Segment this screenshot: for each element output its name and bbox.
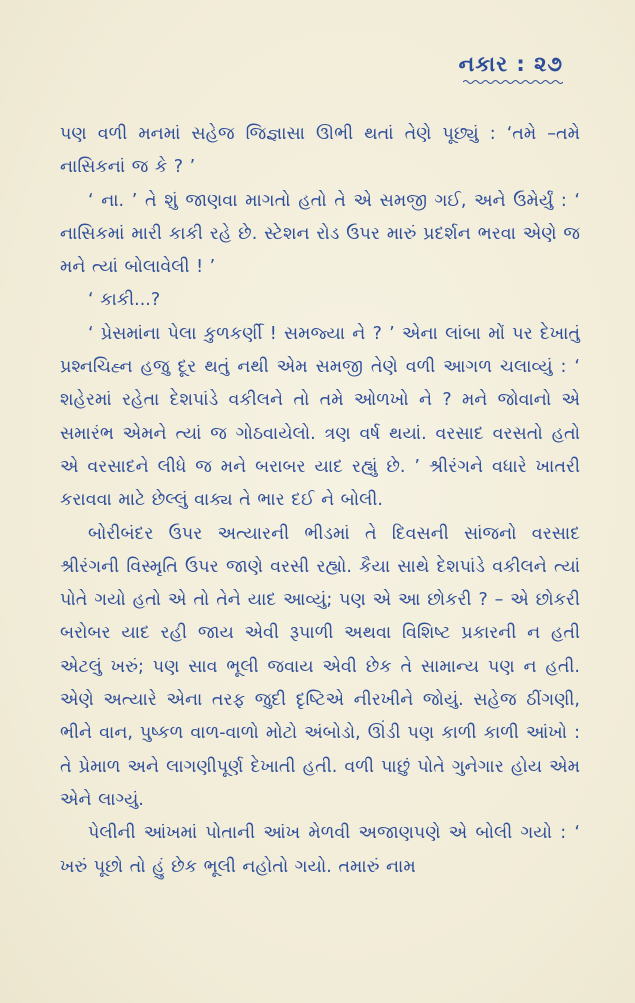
paragraph: પેલીની આંખમાં પોતાની આંખ મેળવી અજાણપણે એ બોલી ગયો : ‘ ખરું પૂછો તો હું છેક ભૂલી નહોતો ગયો. તમારું નામ: [60, 823, 580, 877]
paragraph: પણ વળી મનમાં સહેજ જિજ્ઞાસા ઊભી થતાં તેણે પૂછ્યું : ‘તમે –તમે નાસિકનાં જ કે ? ’: [60, 124, 580, 178]
paragraph: ‘ કાકી...?: [88, 290, 161, 311]
paragraph: બોરીબંદર ઉપર અત્યારની ભીડમાં તે દિવસની સાંજનો વરસાદ શ્રીરંગની વિસ્મૃતિ ઉપર જાણે વરસી રહ્યો. કૈયા સાથે દેશપાંડે વકીલને ત્યાં પોતે ગયો હતો એ તો તેને યાદ આવ્યું; પણ એ આ છોકરી ? – એ છોકરી બરોબર યાદ રહી જાય એવી રૂપાળી અથવા વિશિષ્ટ પ્રકારની ન હતી એટલું ખરું; પણ સાવ ભૂલી જવાય એવી છેક તે સામાન્ય પણ ન હતી. એણે અત્યારે એના તરફ જુદી દૃષ્ટિએ નીરખીને જોયું. સહેજ ઠીંગણી, ભીને વાન, પુષ્કળ વાળ-વાળો મોટો અંબોડો, ઊંડી પણ કાળી કાળી આંખો : તે પ્રેમાળ અને લાગણીપૂર્ણ દેખાતી હતી. વળી પાછું પોતે ગુનેગાર હોય એમ એને લાગ્યું.: [60, 523, 580, 810]
wavy-underline-ornament: [463, 79, 563, 85]
body-text: [60, 118, 580, 884]
paragraph: ‘ પ્રેસમાંના પેલા કુળકર્ણી ! સમજ્યા ને ? ’ એના લાંબા મોં પર દેખાતું પ્રશ્નચિહ્ન હજુ દૂર થતું નથી એમ સમજી તેણે વળી આગળ ચલાવ્યું : ‘ શહેરમાં રહેતા દેશપાંડે વકીલને તો તમે ઓળખો ને ? મને જોવાનો એ સમારંભ એમને ત્યાં જ ગોઠવાયેલો. ત્રણ વર્ષ થયાં. વરસાદ વરસતો હતો એ વરસાદને લીધે જ મને બરાબર યાદ રહ્યું છે. ’ શ્રીરંગને વધારે ખાતરી કરાવવા માટે છેલ્લું વાક્ય તે ભાર દઈ ને બોલી.: [60, 323, 580, 511]
running-head: નકાર : ૨૭: [458, 52, 563, 76]
page-header: [459, 52, 563, 85]
paragraph: ‘ ના. ’ તે શું જાણવા માગતો હતો તે એ સમજી ગઈ, અને ઉમેર્યું : ‘ નાસિકમાં મારી કાકી રહે છે. સ્ટેશન રોડ ઉપર મારું પ્રદર્શન ભરવા એણે જ મને ત્યાં બોલાવેલી ! ’: [60, 190, 580, 278]
